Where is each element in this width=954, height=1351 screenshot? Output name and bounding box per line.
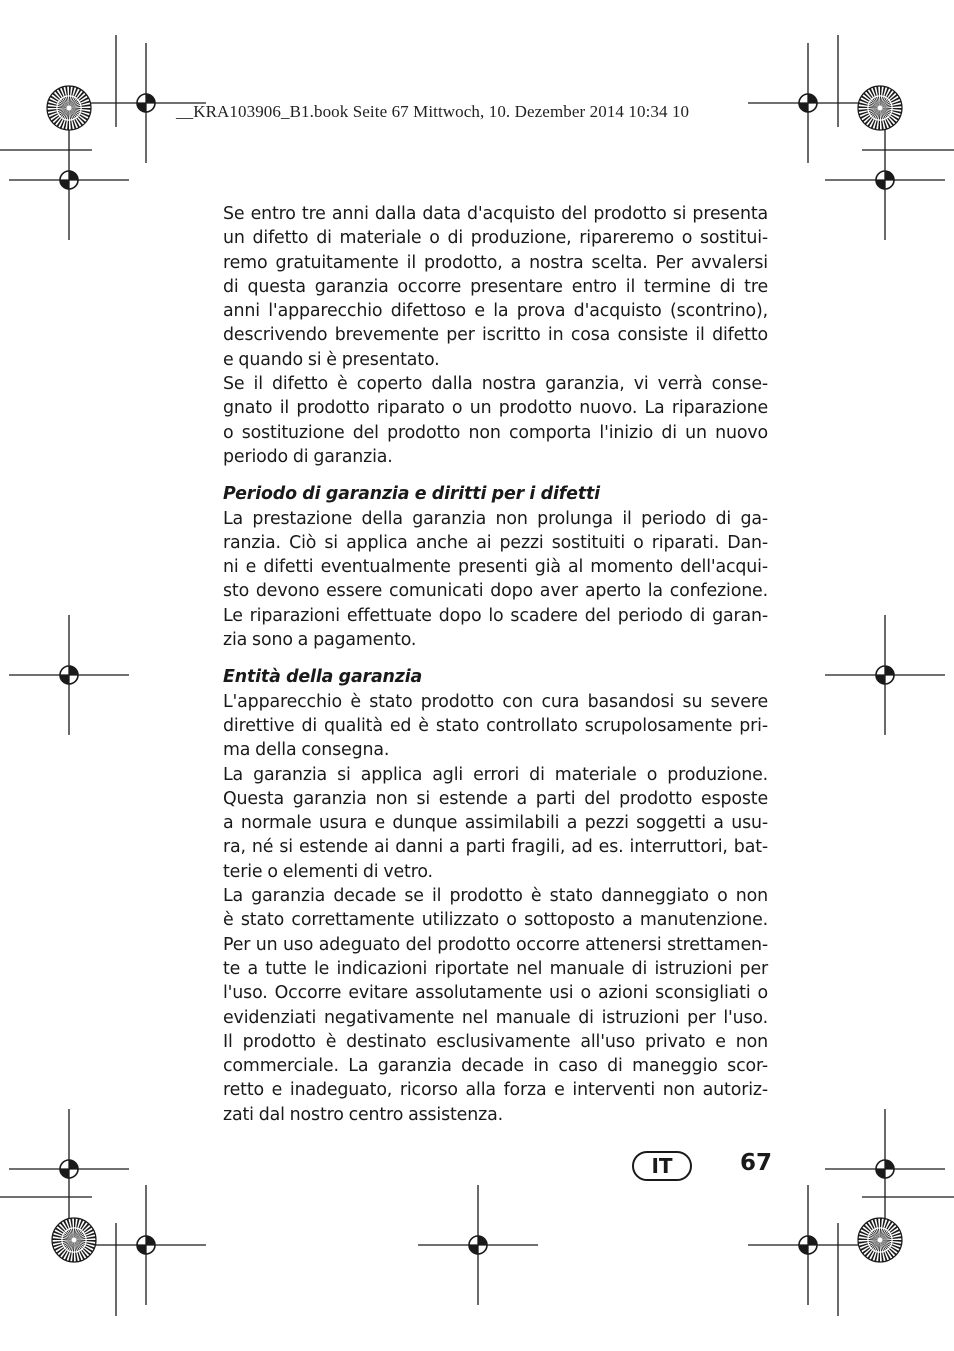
text-line: Per un uso adeguato del prodotto occorre attenersi strettamen- bbox=[223, 934, 768, 955]
section-intro bbox=[223, 202, 768, 469]
registration-crosshair-icon bbox=[86, 1185, 206, 1305]
registration-crosshair-icon bbox=[9, 120, 129, 240]
registration-crosshair-icon bbox=[748, 1185, 868, 1305]
text-line: La prestazione della garanzia non prolunga il periodo di ga- bbox=[223, 508, 768, 529]
text-line: ma della consegna. bbox=[223, 740, 390, 761]
page-number: 67 bbox=[740, 1150, 773, 1176]
text-line: evidenziati negativamente nel manuale di istruzioni per l'uso. bbox=[223, 1007, 768, 1028]
text-line: Le riparazioni effettuate dopo lo scadere del periodo di garan- bbox=[223, 605, 768, 626]
text-line: descrivendo brevemente per iscritto in cosa consiste il difetto bbox=[223, 325, 768, 346]
paragraph bbox=[223, 507, 768, 653]
text-line: Questa garanzia non si estende a parti del prodotto esposte bbox=[223, 788, 768, 809]
paragraph bbox=[223, 202, 768, 372]
text-line: terie o elementi di vetro. bbox=[223, 861, 433, 882]
text-line: L'apparecchio è stato prodotto con cura basandosi su severe bbox=[223, 691, 768, 712]
section-heading: Entità della garanzia bbox=[223, 667, 423, 688]
text-line: sto devono essere comunicati dopo aver aperto la confezione. bbox=[223, 581, 768, 602]
text-line: Se entro tre anni dalla data d'acquisto del prodotto si presenta bbox=[223, 204, 768, 224]
paragraph bbox=[223, 884, 768, 1127]
text-line: o sostituzione del prodotto non comporta l'inizio di un nuovo bbox=[223, 422, 768, 443]
paragraph bbox=[223, 372, 768, 469]
text-line: La garanzia decade se il prodotto è stato danneggiato o non bbox=[223, 886, 768, 907]
section-warranty-period bbox=[223, 482, 768, 652]
text-line: zia sono a pagamento. bbox=[223, 630, 417, 651]
registration-crosshair-icon bbox=[418, 1185, 538, 1305]
registration-crosshair-icon bbox=[825, 1109, 945, 1229]
text-line: ra, né si estende ai danni a parti fragili, ad es. interruttori, bat- bbox=[223, 837, 768, 858]
page-content bbox=[223, 202, 768, 1127]
registration-crosshair-icon bbox=[9, 1109, 129, 1229]
text-line: è stato correttamente utilizzato o sottoposto a manutenzione. bbox=[223, 910, 768, 931]
registration-crosshair-icon bbox=[9, 615, 129, 735]
text-line: Il prodotto è destinato esclusivamente all'uso privato e non bbox=[223, 1031, 768, 1052]
language-badge: IT bbox=[632, 1151, 692, 1181]
section-warranty-scope bbox=[223, 665, 768, 1127]
starburst-target-icon bbox=[858, 1218, 902, 1262]
registration-crosshair-icon bbox=[825, 120, 945, 240]
text-line: La garanzia si applica agli errori di materiale o produzione. bbox=[223, 764, 768, 785]
text-line: Se il difetto è coperto dalla nostra garanzia, vi verrà conse- bbox=[223, 374, 768, 395]
registration-crosshair-icon bbox=[825, 615, 945, 735]
text-line: anni l'apparecchio difettoso e la prova d'acquisto (scontrino), bbox=[223, 301, 768, 322]
text-line: e quando si è presentato. bbox=[223, 349, 440, 370]
text-line: un difetto di materiale o di produzione, ripareremo o sostitui- bbox=[223, 228, 768, 249]
text-line: l'uso. Occorre evitare assolutamente usi o azioni sconsigliati o bbox=[223, 983, 768, 1004]
text-line: zati dal nostro centro assistenza. bbox=[223, 1104, 503, 1125]
text-line: remo gratuitamente il prodotto, a nostra scelta. Per avvalersi bbox=[223, 252, 768, 273]
text-line: direttive di qualità ed è stato controllato scrupolosamente pri- bbox=[223, 715, 768, 736]
section-heading: Periodo di garanzia e diritti per i difetti bbox=[223, 484, 600, 505]
text-line: ranzia. Ciò si applica anche ai pezzi sostituiti o riparati. Dan- bbox=[223, 532, 768, 553]
text-line: ni e difetti eventualmente presenti già al momento dell'acqui- bbox=[223, 557, 768, 578]
text-line: di questa garanzia occorre presentare entro il termine di tre bbox=[223, 276, 768, 297]
text-line: commerciale. La garanzia decade in caso di maneggio scor- bbox=[223, 1056, 768, 1077]
text-line: gnato il prodotto riparato o un prodotto nuovo. La riparazione bbox=[223, 398, 768, 419]
starburst-target-icon bbox=[47, 86, 91, 130]
registration-crosshair-icon bbox=[748, 43, 868, 163]
paragraph bbox=[223, 690, 768, 763]
print-header-file-info: __KRA103906_B1.book Seite 67 Mittwoch, 10. Dezember 2014 10:34 10 bbox=[176, 102, 690, 121]
text-line: te a tutte le indicazioni riportate nel manuale di istruzioni per bbox=[223, 958, 768, 979]
paragraph bbox=[223, 763, 768, 884]
text-line: a normale usura e dunque assimilabili a pezzi soggetti a usu- bbox=[223, 813, 768, 834]
starburst-target-icon bbox=[52, 1218, 96, 1262]
text-line: periodo di garanzia. bbox=[223, 446, 393, 467]
text-line: retto e inadeguato, ricorso alla forza e interventi non autoriz- bbox=[223, 1080, 768, 1101]
starburst-target-icon bbox=[858, 86, 902, 130]
